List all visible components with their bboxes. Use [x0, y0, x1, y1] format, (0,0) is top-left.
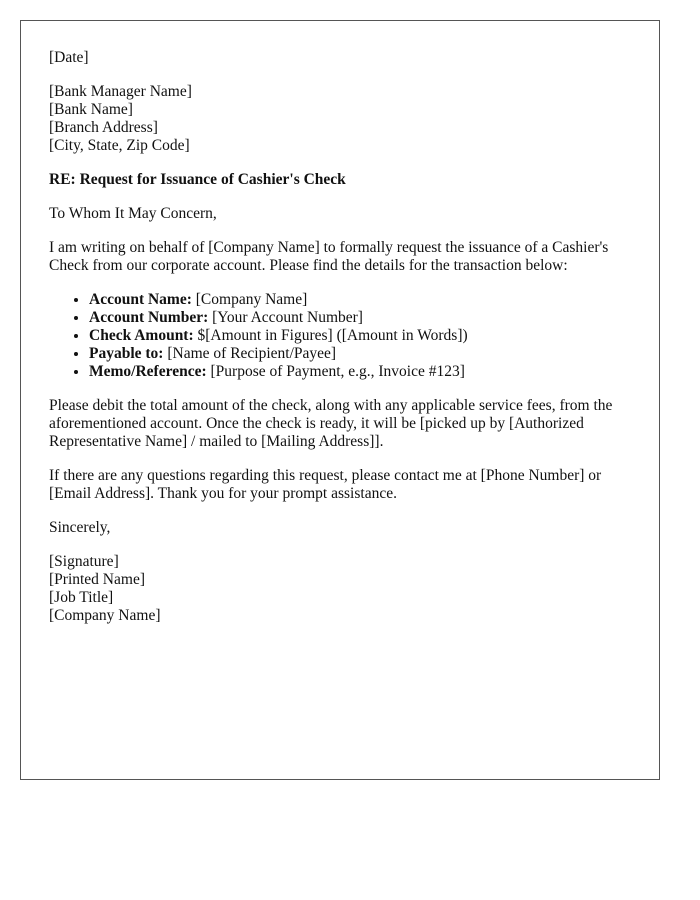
- company-name: [Company Name]: [49, 607, 161, 624]
- letter-closing: Sincerely,: [49, 519, 111, 536]
- letter-content: [49, 49, 639, 641]
- letter-date: [Date]: [49, 49, 89, 66]
- recipient-address: [49, 83, 639, 155]
- recipient-city: [City, State, Zip Code]: [49, 137, 190, 154]
- detail-memo: [89, 363, 639, 381]
- detail-label: Account Name:: [89, 291, 192, 308]
- detail-value: [Your Account Number]: [208, 309, 363, 326]
- letter-salutation: To Whom It May Concern,: [49, 205, 217, 222]
- detail-value: [Name of Recipient/Payee]: [163, 345, 337, 362]
- detail-value: [Company Name]: [191, 291, 308, 308]
- detail-check-amount: [89, 327, 639, 345]
- detail-label: Payable to:: [89, 345, 164, 362]
- letter-body-debit: Please debit the total amount of the check, along with any applicable service fees, from the aforementioned account. Once the check is ready, it will be [picked up by [Authorized Representative Name] / mailed to [Mailing Address]].: [49, 397, 613, 450]
- signature-block: [49, 553, 639, 625]
- job-title: [Job Title]: [49, 589, 114, 606]
- letter-subject: RE: Request for Issuance of Cashier's Check: [49, 171, 346, 188]
- detail-account-name: [89, 291, 639, 309]
- detail-label: Account Number:: [89, 309, 209, 326]
- letter-body-contact: If there are any questions regarding this request, please contact me at [Phone Number] or [Email Address]. Thank you for your prompt assistance.: [49, 467, 602, 502]
- printed-name: [Printed Name]: [49, 571, 145, 588]
- transaction-details-list: [49, 291, 639, 381]
- detail-value: $[Amount in Figures] ([Amount in Words]): [193, 327, 468, 344]
- detail-label: Memo/Reference:: [89, 363, 207, 380]
- letter-page: [20, 20, 660, 780]
- recipient-manager: [Bank Manager Name]: [49, 83, 192, 100]
- detail-label: Check Amount:: [89, 327, 194, 344]
- detail-payable-to: [89, 345, 639, 363]
- recipient-branch: [Branch Address]: [49, 119, 158, 136]
- detail-value: [Purpose of Payment, e.g., Invoice #123]: [206, 363, 465, 380]
- recipient-bank: [Bank Name]: [49, 101, 133, 118]
- signature: [Signature]: [49, 553, 119, 570]
- detail-account-number: [89, 309, 639, 327]
- letter-intro: I am writing on behalf of [Company Name] to formally request the issuance of a Cashier's Check from our corporate account. Please find the details for the transaction below:: [49, 239, 609, 274]
